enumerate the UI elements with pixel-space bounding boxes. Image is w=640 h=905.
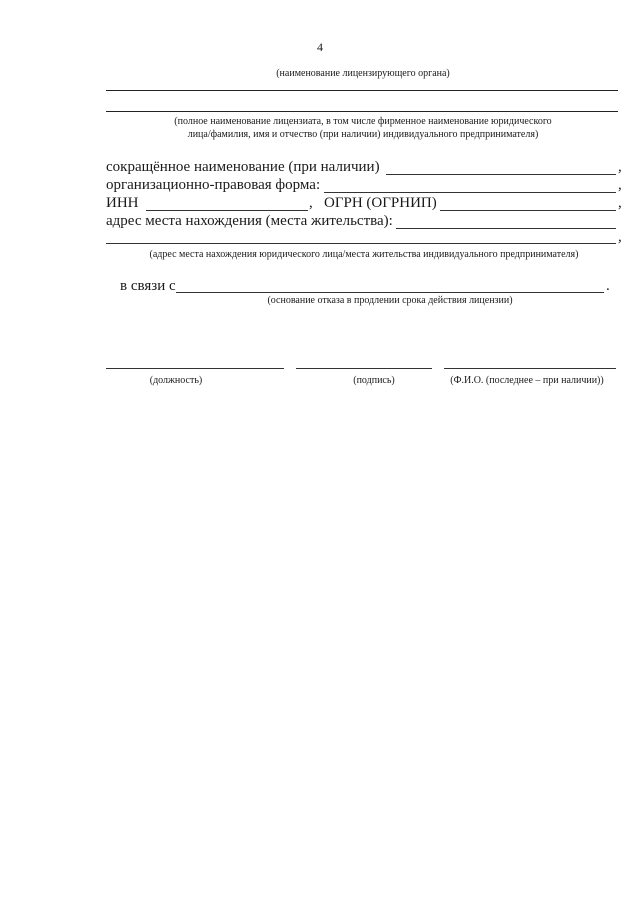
legal-form-label: организационно-правовая форма: [106,177,321,193]
ogrn-label: ОГРН (ОГРНИП) [324,195,437,211]
licensee-caption-line2: лица/фамилия, имя и отчество (при наличии) индивидуального предпринимателя) [187,129,539,140]
short-name-comma: , [618,159,622,175]
ogrn-field[interactable] [440,210,616,211]
legal-form-comma: , [618,177,622,193]
address-comma: , [618,229,622,245]
inn-label: ИНН [106,195,139,211]
name-caption: (Ф.И.О. (последнее – при наличии)) [450,375,604,386]
address-field-second-line[interactable] [106,243,616,244]
signature-caption: (подпись) [353,375,395,386]
name-field[interactable] [444,368,616,369]
address-field[interactable] [396,228,616,229]
inn-field[interactable] [146,210,308,211]
legal-form-field[interactable] [324,192,616,193]
refusal-reason-period: . [606,278,610,294]
address-caption: (адрес места нахождения юридического лица/места жительства индивидуального предпринимателя) [149,249,579,260]
page-number: 4 [317,40,323,54]
licensee-name-line[interactable] [106,111,618,112]
short-name-field[interactable] [386,174,616,175]
signature-field[interactable] [296,368,432,369]
inn-comma: , [309,195,313,211]
address-label: адрес места нахождения (места жительства): [106,213,393,229]
refusal-reason-field[interactable] [176,292,604,293]
licensing-authority-line[interactable] [106,90,618,91]
licensing-authority-caption: (наименование лицензирующего органа) [276,68,450,79]
in-connection-label: в связи с [120,278,176,294]
position-field[interactable] [106,368,284,369]
ogrn-comma: , [618,195,622,211]
licensee-caption-line1: (полное наименование лицензиата, в том числе фирменное наименование юридического [174,116,552,127]
refusal-reason-caption: (основание отказа в продлении срока действия лицензии) [267,295,513,306]
short-name-label: сокращённое наименование (при наличии) [106,159,380,175]
position-caption: (должность) [149,375,203,386]
